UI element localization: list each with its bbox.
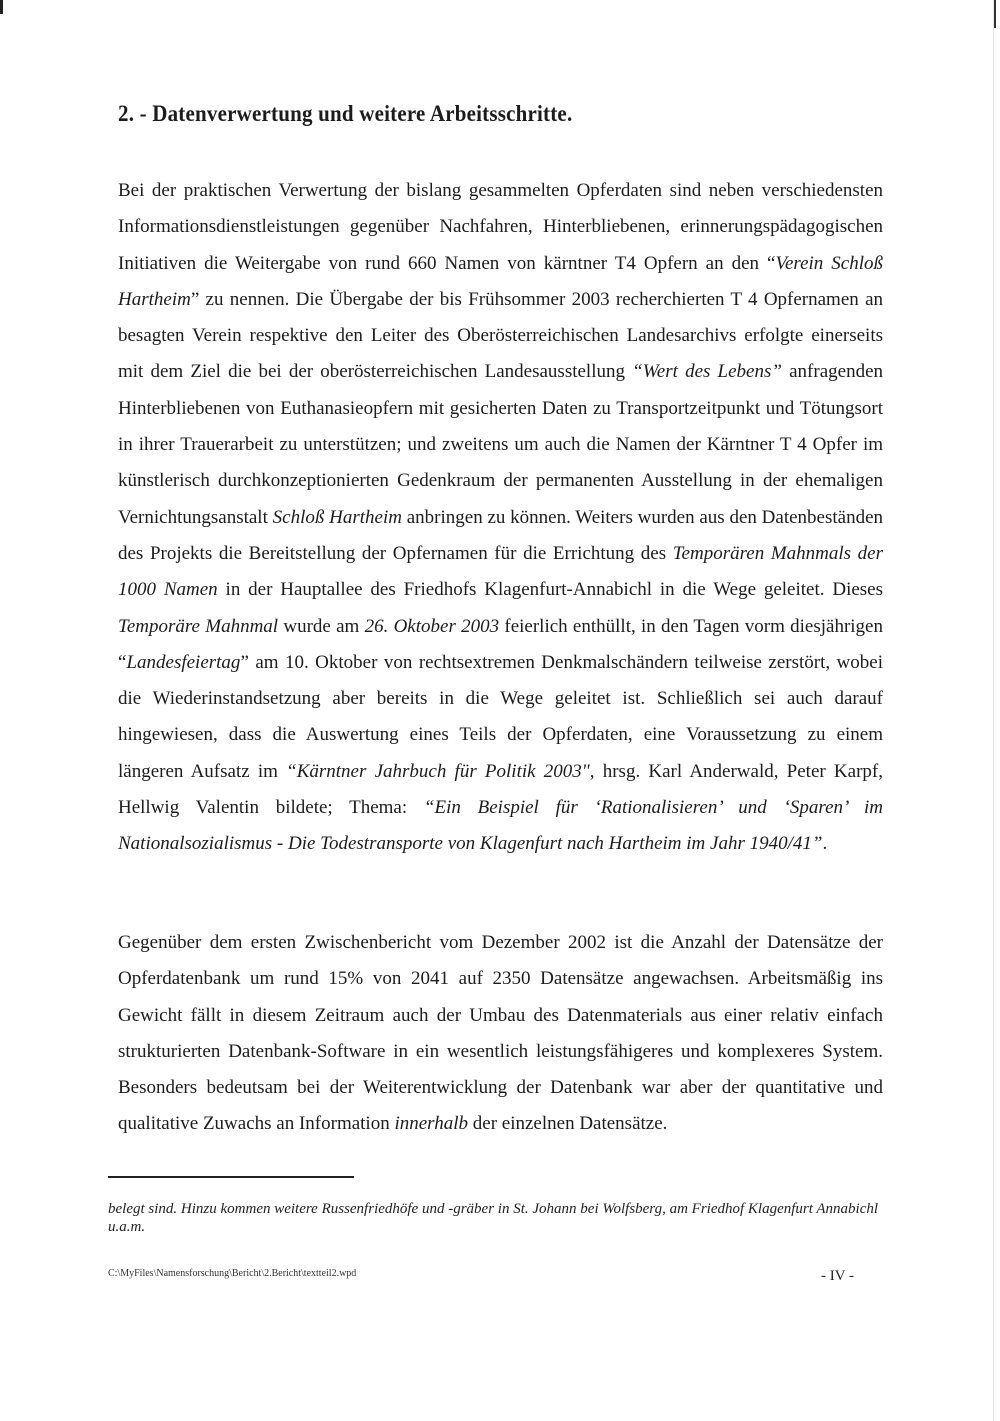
paragraph-database-growth [118, 925, 883, 1143]
italic-text-segment: “Ein Beispiel für ‘Rationalisieren’ und ‘Sparen’ im Nationalsozialismus - Die Todestransporte von Klagenfurt nach Hartheim im Jahr 1940/41” [118, 797, 884, 855]
italic-text-segment: Schloß Hartheim [272, 506, 402, 528]
text-segment: in der Hauptallee des Friedhofs Klagenfurt-Annabichl in die Wege geleitet. Dieses [217, 579, 884, 601]
paragraph-data-usage [118, 173, 883, 863]
text-segment: Bei der praktischen Verwertung der bislang gesammelten Opferdaten sind neben verschiedensten Informationsdienstleistungen gegenüber Nachfahren, Hinterbliebenen, erinnerungspädagogischen Initiativen die Weitergabe von rund 660 Namen von kärntner T4 Opfern an den “ [118, 180, 883, 274]
text-segment: feierlich enthüllt, in den Tagen vorm diesjährigen “ [118, 615, 883, 673]
italic-text-segment: Landesfeiertag [126, 651, 241, 673]
footnote-separator [108, 1176, 354, 1178]
section-heading: 2. - Datenverwertung und weitere Arbeitsschritte. [118, 100, 573, 127]
italic-text-segment: innerhalb [394, 1113, 469, 1135]
italic-text-segment: “Wert des Lebens” [632, 361, 782, 383]
footer-file-path: C:\MyFiles\Namensforschung\Bericht\2.Bericht\textteil2.wpd [108, 1268, 357, 1279]
italic-text-segment: Temporären Mahnmals der 1000 Namen [118, 542, 883, 601]
text-segment: wurde am [278, 615, 365, 637]
italic-text-segment: 26. Oktober 2003 [364, 615, 500, 637]
text-segment: . [822, 833, 828, 855]
scan-edge-mark-right [994, 0, 996, 28]
text-segment: ” am 10. Oktober von rechtsextremen Denkmalschändern teilweise zerstört, wobei die Wiederinstandsetzung aber bereits in die Wege geleitet ist. Schließlich sei auch darauf hingewiesen, dass die Auswertung eines Teils der Opferdaten, eine Voraussetzung zu einem längeren Aufsatz im [118, 651, 883, 782]
text-segment: , hrsg. Karl Anderwald, Peter Karpf, Hellwig Valentin bildete; Thema: [118, 760, 883, 819]
footnote-text: belegt sind. Hinzu kommen weitere Russenfriedhöfe und -gräber in St. Johann bei Wolfsberg, am Friedhof Klagenfurt Annabichl u.a.m. [108, 1201, 879, 1235]
page-number: - IV - [821, 1268, 855, 1284]
text-segment: der einzelnen Datensätze. [468, 1113, 668, 1135]
italic-text-segment: Verein Schloß Hartheim [118, 252, 883, 310]
text-segment: ” zu nennen. Die Übergabe der bis Frühsommer 2003 recherchierten T 4 Opfernamen an besagten Verein respektive den Leiter des Oberösterreichischen Landesarchivs erfolgte einerseits mit dem Ziel die bei der oberösterreichischen Landesausstellung [118, 288, 883, 383]
text-segment: Gegenüber dem ersten Zwischenbericht vom Dezember 2002 ist die Anzahl der Datensätze der Opferdatenbank um rund 15% von 2041 auf 2350 Datensätze angewachsen. Arbeitsmäßig ins Gewicht fällt in diesem Zeitraum auch der Umbau des Datenmaterials aus einer relativ einfach strukturierten Datenbank-Software in ein wesentlich leistungsfähigeres und komplexeres System. Besonders bedeutsam bei der Weiterentwicklung der Datenbank war aber der quantitative und qualitative Zuwachs an Information [118, 932, 883, 1135]
scan-edge-mark [0, 0, 3, 14]
scan-edge-line [993, 0, 994, 1421]
italic-text-segment: “Kärntner Jahrbuch für Politik 2003" [286, 760, 590, 782]
text-segment: anfragenden Hinterbliebenen von Euthanasieopfern mit gesicherten Daten zu Transportzeitpunkt und Tötungsort in ihrer Trauerarbeit zu unterstützen; und zweitens um auch die Namen der Kärntner T 4 Opfer im künstlerisch durchkonzeptionierten Gedenkraum der permanenten Ausstellung in der ehemaligen Vernichtungsanstalt [118, 361, 883, 528]
text-segment: anbringen zu können. Weiters wurden aus den Datenbeständen des Projekts die Bereitstellung der Opfernamen für die Errichtung des [118, 506, 883, 564]
italic-text-segment: Temporäre Mahnmal [118, 615, 279, 637]
